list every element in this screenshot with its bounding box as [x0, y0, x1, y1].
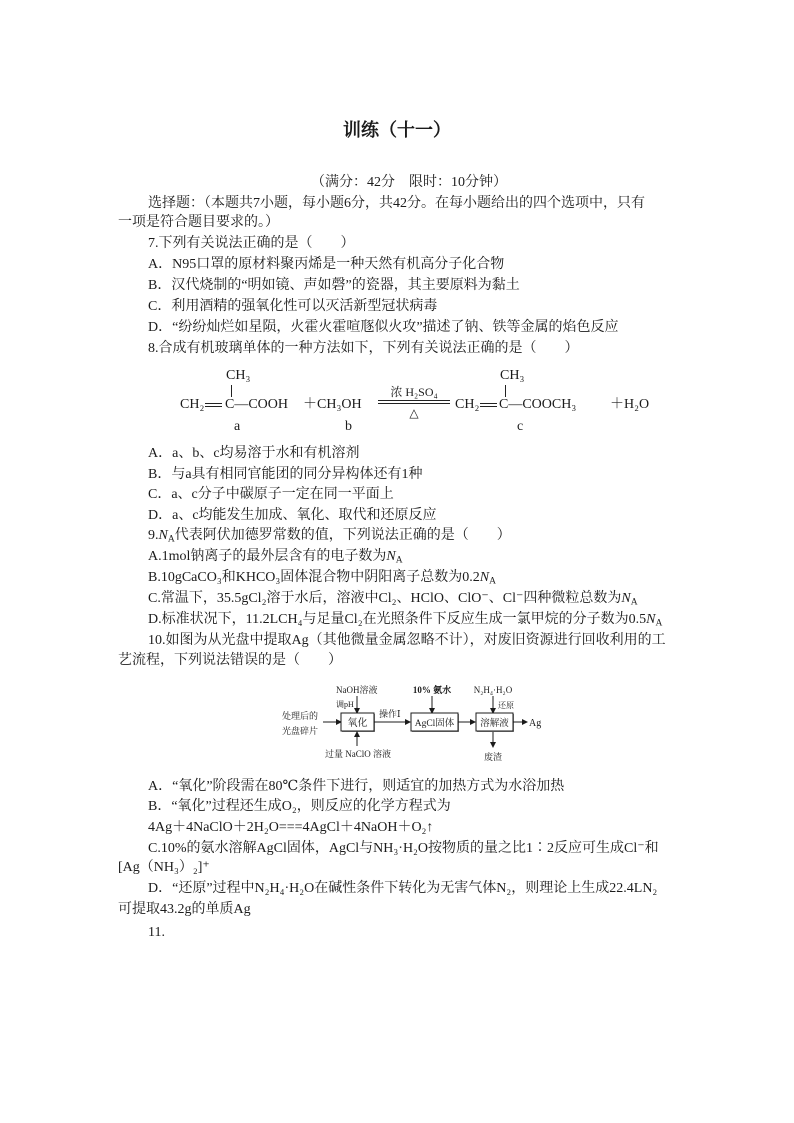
question-7-option-a: A．N95口罩的原材料聚丙烯是一种天然有机高分子化合物: [148, 257, 505, 272]
flow-input-line-1: 处理后的: [282, 711, 319, 721]
subscript: A: [655, 618, 663, 629]
page-title: 训练（十一）: [343, 120, 451, 140]
question-8-option-a: A．a、b、c均易溶于水和有机溶剂: [148, 446, 360, 461]
question-7-option-c: C．利用酒精的强氧化性可以灭活新型冠状病毒: [148, 299, 438, 314]
flow-agcl-reagent-top: 10% 氨水: [412, 685, 452, 695]
text-run: 9.: [148, 528, 159, 543]
question-8-option-d: D．a、c均能发生加成、氧化、取代和还原反应: [148, 508, 437, 523]
process-flowchart: [278, 680, 548, 768]
question-11-stem: 11.: [148, 925, 165, 940]
flow-oxidize-note-top: 调pH: [336, 700, 354, 709]
subscript: A: [489, 576, 496, 587]
question-10-option-d-continued: 可提取43.2g的单质Ag: [118, 902, 251, 917]
reactant-a-double-bond: [205, 403, 222, 407]
reactant-a-single-bond: [231, 385, 232, 397]
italic-symbol: N: [479, 570, 490, 585]
question-7-option-d: D．“纷纷灿烂如星陨，火霍火霍喧豗似火攻”描述了钠、铁等金属的焰色反应: [148, 320, 619, 335]
flow-solution-note-top: 还原: [498, 701, 514, 710]
product-c-chain: C—COOCH₃: [499, 397, 577, 412]
flow-output: Ag: [529, 718, 542, 729]
question-7-option-b: B．汉代烧制的“明如镜、声如磬”的瓷器，其主要原料为黏土: [148, 278, 520, 293]
question-9-option-a: [148, 547, 403, 567]
question-10-option-d: D．“还原”过程中N₂H₄·H₂O在碱性条件下转化为无害气体N₂，则理论上生成22.4LN₂: [148, 881, 658, 896]
reaction-condition-catalyst: 浓 H₂SO₄: [390, 385, 438, 399]
text-run: A.1mol钠离子的最外层含有的电子数为: [148, 549, 387, 564]
text-run: D.标准状况下，11.2LCH₄与足量Cl₂在光照条件下反应生成一氯甲烷的分子数为0.5: [148, 612, 647, 627]
question-10-option-c: C.10%的氨水溶解AgCl固体，AgCl与NH₃·H₂O按物质的量之比1∶2反应可生成Cl⁻和: [148, 841, 659, 856]
reaction-arrow: [378, 400, 450, 404]
flow-solution-byproduct: 废渣: [483, 752, 503, 762]
product-water: ＋H₂O: [610, 397, 650, 412]
question-9-option-c: [148, 589, 638, 609]
reactant-b-label: b: [345, 419, 352, 434]
reactant-b-formula: ＋CH₃OH: [303, 397, 362, 412]
text-run: C.常温下，35.5gCl₂溶于水后，溶液中Cl₂、HClO、ClO⁻、Cl⁻四种微粒总数为: [148, 591, 622, 606]
flow-input-line-2: 光盘碎片: [282, 726, 319, 736]
flow-solution-reagent-top: N₂H₄·H₂O: [473, 685, 513, 695]
question-8-option-b: B．与a具有相同官能团的同分异构体还有1种: [148, 467, 423, 482]
subscript: A: [630, 597, 638, 608]
flow-oxidize-reagent-bottom: 过量 NaClO 溶液: [325, 749, 391, 759]
reaction-condition-heat-icon: △: [409, 406, 419, 420]
flow-oxidize-label: 氧化: [347, 718, 368, 729]
reactant-a-methyl: CH₃: [226, 368, 251, 383]
question-10-option-c-continued: [Ag（NH₃）₂]⁺: [118, 860, 210, 875]
question-8-stem: 8.合成有机玻璃单体的一种方法如下，下列有关说法正确的是（ ）: [148, 341, 579, 356]
question-10-stem-line-1: 10.如图为从光盘中提取Ag（其他微量金属忽略不计），对废旧资源进行回收利用的工: [148, 633, 666, 648]
question-10-option-a: A．“氧化”阶段需在80℃条件下进行，则适宜的加热方式为水浴加热: [148, 779, 565, 794]
italic-symbol: N: [646, 612, 656, 627]
reactant-a-label: a: [234, 419, 241, 434]
flow-agcl-label: AgCl固体: [414, 719, 455, 729]
reactant-a-ch2: CH₂: [180, 397, 205, 412]
product-c-ch2: CH₂: [455, 397, 480, 412]
product-c-single-bond: [505, 385, 506, 397]
question-9-stem: [148, 526, 511, 546]
instructions-line-2: 一项是符合题目要求的。）: [118, 215, 279, 230]
subscript: A: [167, 534, 175, 545]
italic-symbol: N: [158, 528, 168, 543]
question-8-option-c: C．a、c分子中碳原子一定在同一平面上: [148, 487, 394, 502]
italic-symbol: N: [621, 591, 631, 606]
flow-solution-label: 溶解液: [480, 719, 509, 729]
flow-operation-label: 操作Ⅰ: [379, 709, 401, 719]
score-time-subtitle: （满分：42分 限时：10分钟）: [311, 175, 507, 190]
italic-symbol: N: [386, 549, 396, 564]
instructions-line-1: 选择题：（本题共7小题，每小题6分，共42分。在每小题给出的四个选项中，只有: [148, 196, 645, 211]
subscript: A: [395, 555, 403, 566]
product-c-label: c: [517, 419, 524, 434]
question-9-option-d: [148, 610, 662, 630]
flow-oxidize-reagent-top: NaOH溶液: [336, 685, 378, 695]
question-10-option-b-equation: 4Ag＋4NaClO＋2H₂O===4AgCl＋4NaOH＋O₂↑: [148, 820, 434, 835]
question-10-stem-line-2: 艺流程，下列说法错误的是（ ）: [118, 653, 342, 668]
question-9-option-b: [148, 568, 496, 588]
text-run: B.10gCaCO₃和KHCO₃固体混合物中阴阳离子总数为0.2: [148, 570, 480, 585]
question-7-stem: 7.下列有关说法正确的是（ ）: [148, 236, 355, 251]
product-c-methyl: CH₃: [500, 368, 525, 383]
text-run: 代表阿伏加德罗常数的值，下列说法正确的是（ ）: [174, 528, 511, 543]
reactant-a-chain: C—COOH: [225, 397, 289, 412]
question-10-option-b: B．“氧化”过程还生成O₂，则反应的化学方程式为: [148, 799, 451, 814]
product-c-double-bond: [480, 403, 497, 407]
